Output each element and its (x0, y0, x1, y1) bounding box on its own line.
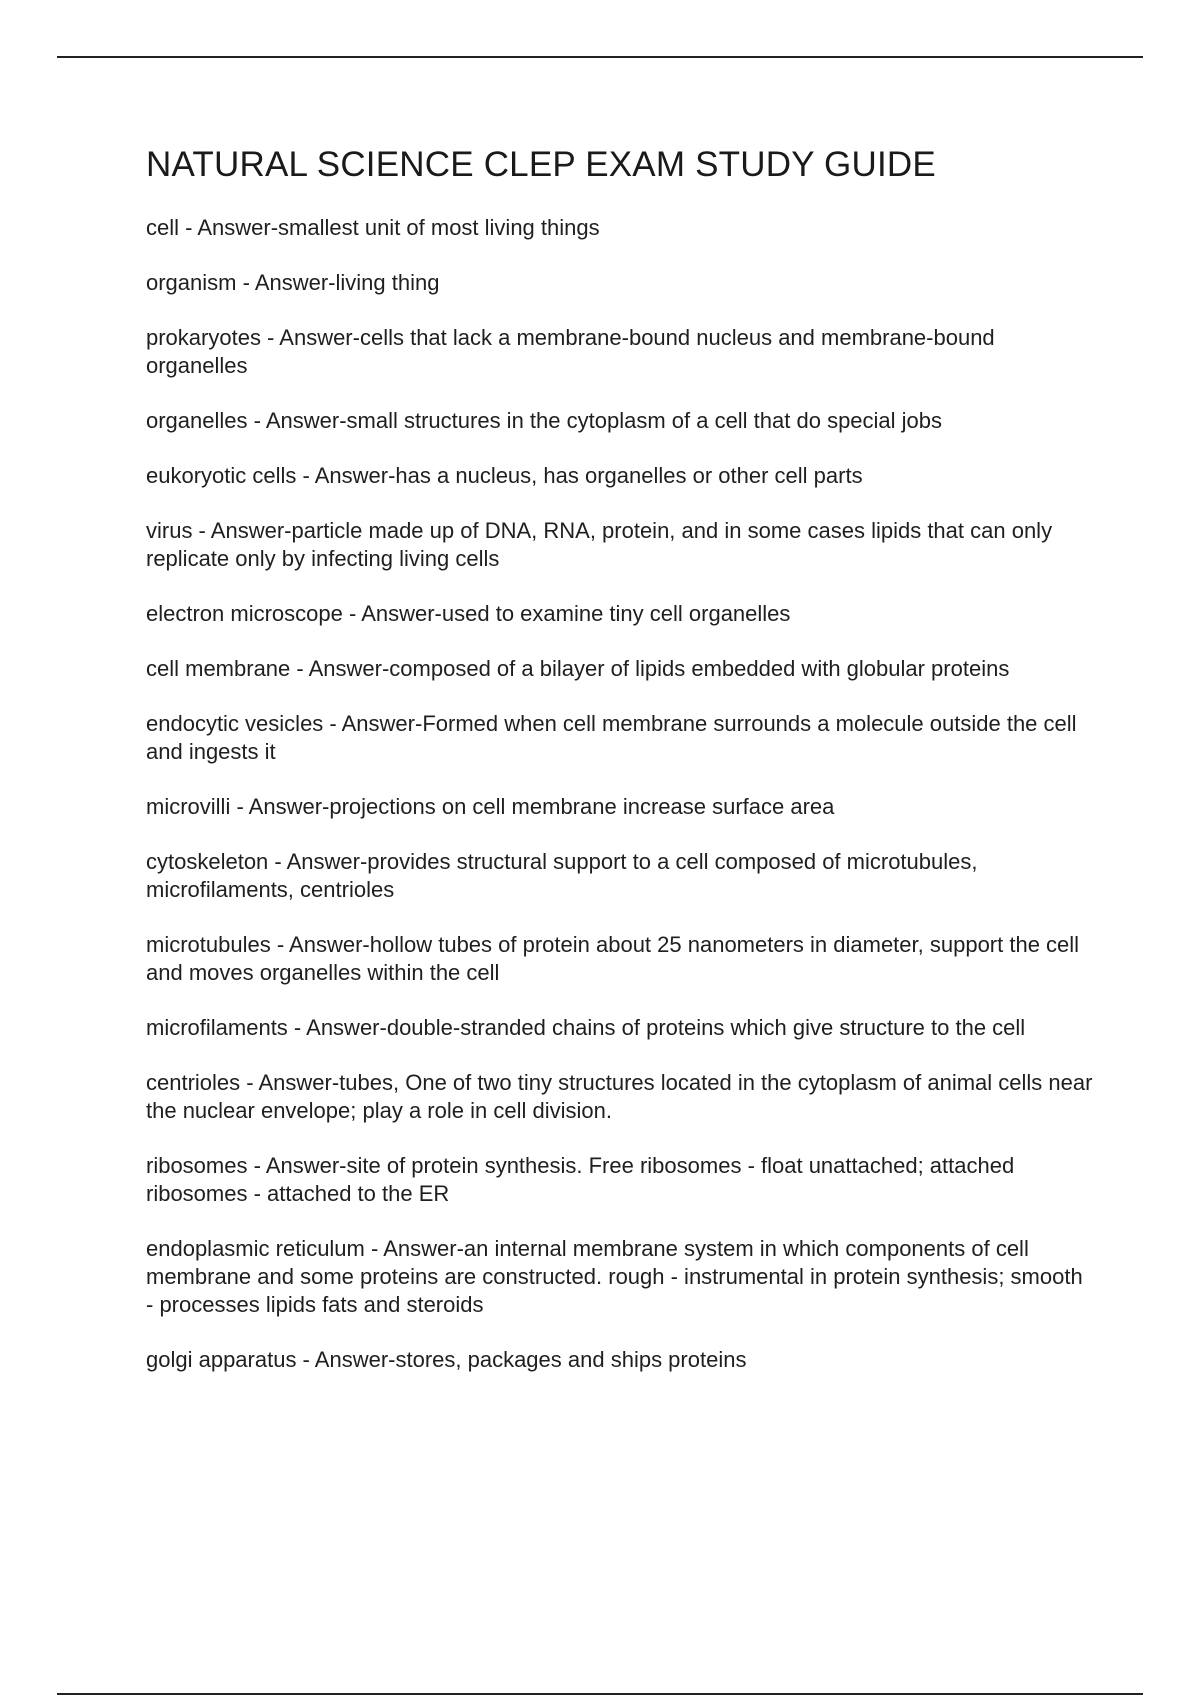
entry-cytoskeleton: cytoskeleton - Answer-provides structural support to a cell composed of microtubules, microfilaments, centrioles (146, 849, 978, 902)
entry-organism: organism - Answer-living thing (146, 270, 440, 295)
entry-ribosomes: ribosomes - Answer-site of protein synthesis. Free ribosomes - float unattached; attached ribosomes - attached to the ER (146, 1153, 1015, 1206)
entry-electron-microscope: electron microscope - Answer-used to examine tiny cell organelles (146, 601, 791, 626)
top-divider (57, 56, 1143, 58)
entry-virus: virus - Answer-particle made up of DNA, RNA, protein, and in some cases lipids that can only replicate only by infecting living cells (146, 518, 1053, 571)
bottom-divider (57, 1693, 1143, 1695)
entry-endoplasmic-reticulum: endoplasmic reticulum - Answer-an internal membrane system in which components of cell membrane and some proteins are constructed. rough - instrumental in protein synthesis; smooth - processes lipids fats and steroids (146, 1236, 1083, 1317)
entry-microfilaments: microfilaments - Answer-double-stranded chains of proteins which give structure to the cell (146, 1015, 1026, 1040)
study-guide-content (146, 144, 1096, 1401)
entry-microtubules: microtubules - Answer-hollow tubes of protein about 25 nanometers in diameter, support the cell and moves organelles within the cell (146, 932, 1080, 985)
entry-eukoryotic-cells: eukoryotic cells - Answer-has a nucleus, has organelles or other cell parts (146, 463, 863, 488)
entry-golgi-apparatus: golgi apparatus - Answer-stores, packages and ships proteins (146, 1347, 747, 1372)
entry-prokaryotes: prokaryotes - Answer-cells that lack a membrane-bound nucleus and membrane-bound organelles (146, 325, 995, 378)
entry-centrioles: centrioles - Answer-tubes, One of two tiny structures located in the cytoplasm of animal cells near the nuclear envelope; play a role in cell division. (146, 1070, 1093, 1123)
page-title: NATURAL SCIENCE CLEP EXAM STUDY GUIDE (146, 145, 936, 184)
entry-cell: cell - Answer-smallest unit of most living things (146, 215, 600, 240)
entry-endocytic-vesicles: endocytic vesicles - Answer-Formed when cell membrane surrounds a molecule outside the cell and ingests it (146, 711, 1077, 764)
entry-organelles: organelles - Answer-small structures in the cytoplasm of a cell that do special jobs (146, 408, 943, 433)
entry-microvilli: microvilli - Answer-projections on cell membrane increase surface area (146, 794, 835, 819)
entry-cell-membrane: cell membrane - Answer-composed of a bilayer of lipids embedded with globular proteins (146, 656, 1010, 681)
